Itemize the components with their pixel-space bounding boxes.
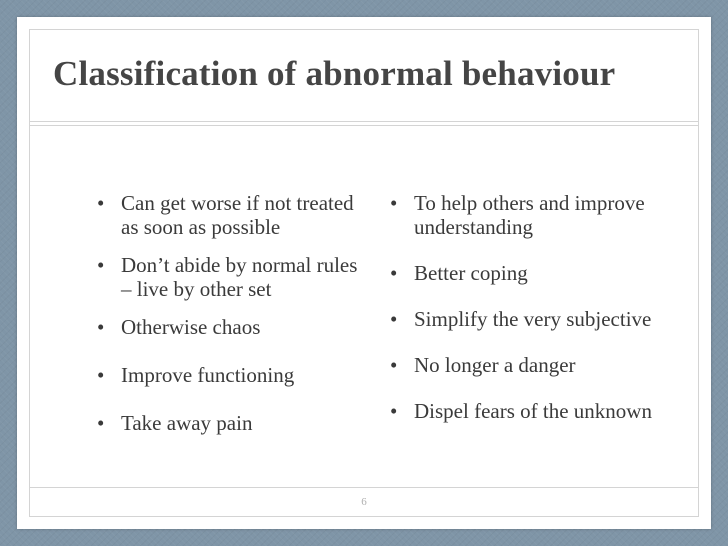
bullet-text: Take away pain bbox=[121, 411, 253, 435]
bullet-icon: • bbox=[390, 353, 398, 377]
slide-title: Classification of abnormal behaviour bbox=[53, 54, 616, 93]
slide bbox=[17, 17, 711, 529]
bullet-icon: • bbox=[97, 191, 105, 215]
left-bullet-list bbox=[95, 191, 370, 445]
bullet-text: No longer a danger bbox=[414, 353, 576, 377]
bullet-icon: • bbox=[390, 399, 398, 423]
bullet-text: Otherwise chaos bbox=[121, 315, 261, 339]
list-item bbox=[95, 253, 370, 301]
bullet-text: Don’t abide by normal rules – live by other set bbox=[121, 253, 358, 301]
bullet-icon: • bbox=[390, 261, 398, 285]
bullet-icon: • bbox=[390, 191, 398, 215]
bullet-text: Improve functioning bbox=[121, 363, 295, 387]
bullet-text: To help others and improve understanding bbox=[414, 191, 645, 239]
right-bullet-list bbox=[388, 191, 678, 433]
list-item bbox=[388, 261, 678, 285]
bullet-icon: • bbox=[97, 253, 105, 277]
list-item bbox=[388, 353, 678, 377]
list-item bbox=[388, 191, 678, 239]
bullet-text: Dispel fears of the unknown bbox=[414, 399, 652, 423]
bullet-icon: • bbox=[97, 411, 105, 435]
slide-number: 6 bbox=[361, 496, 367, 508]
list-item bbox=[388, 307, 678, 331]
bullet-icon: • bbox=[97, 363, 105, 387]
list-item bbox=[388, 399, 678, 423]
title-band bbox=[30, 30, 698, 122]
bullet-text: Simplify the very subjective bbox=[414, 307, 652, 331]
bullet-icon: • bbox=[97, 315, 105, 339]
bullet-text: Can get worse if not treated as soon as possible bbox=[121, 191, 354, 239]
slide-frame bbox=[29, 29, 699, 517]
bullet-icon: • bbox=[390, 307, 398, 331]
list-item bbox=[95, 191, 370, 239]
list-item bbox=[95, 363, 370, 387]
list-item bbox=[95, 411, 370, 435]
list-item bbox=[95, 315, 370, 339]
footer-divider bbox=[30, 487, 698, 488]
bullet-text: Better coping bbox=[414, 261, 528, 285]
